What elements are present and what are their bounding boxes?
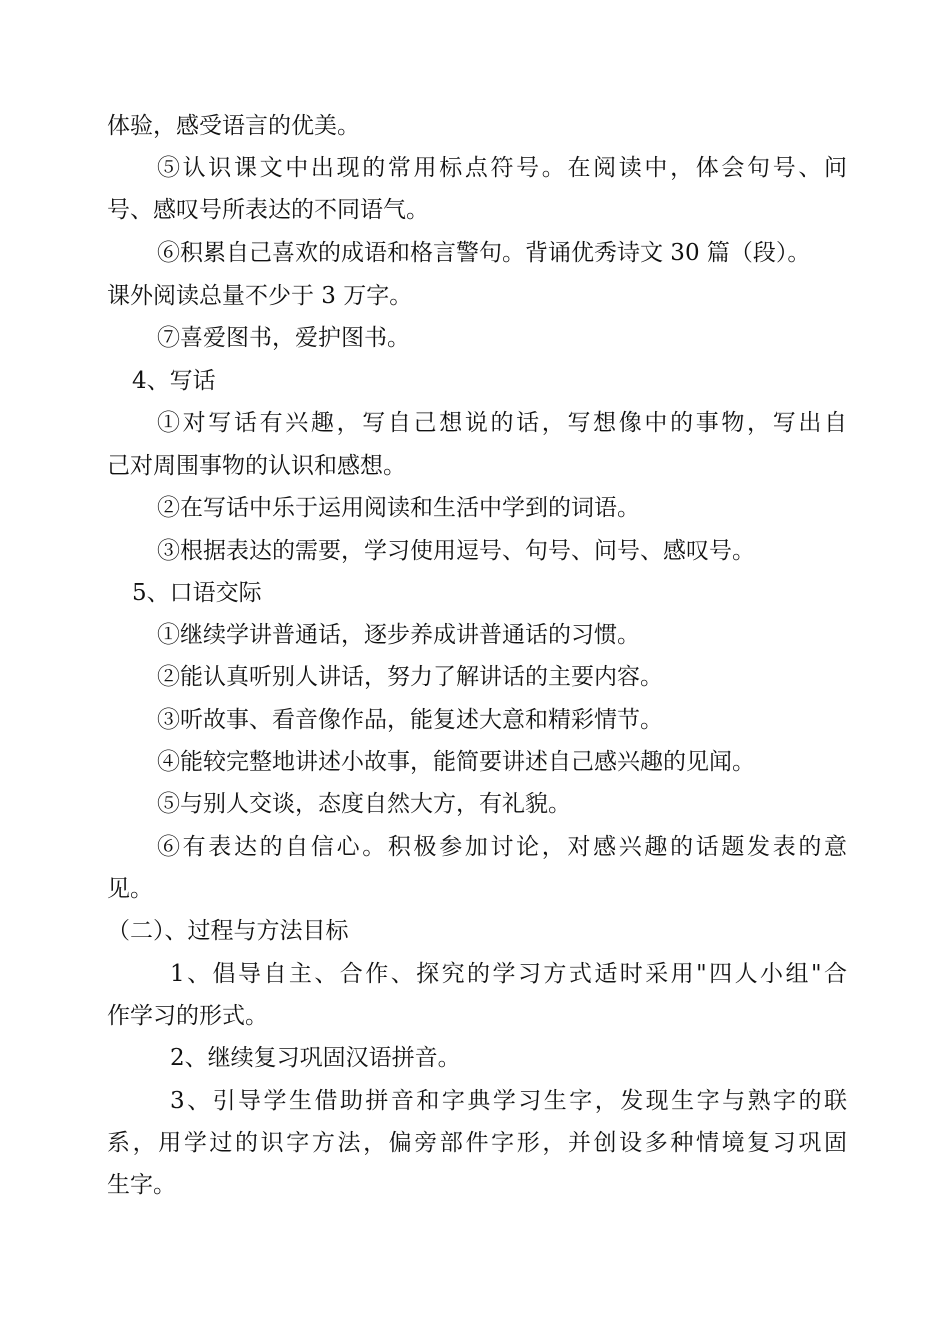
text-line: 3、引导学生借助拼音和字典学习生字，发现生字与熟字的联 [170, 1088, 847, 1114]
text-line: 1、倡导自主、合作、探究的学习方式适时采用"四人小组"合 [170, 961, 847, 987]
text-line: ⑤认识课文中出现的常用标点符号。在阅读中，体会句号、问 [157, 155, 847, 181]
text-line: ⑤与别人交谈，态度自然大方，有礼貌。 [157, 791, 571, 817]
text-line: 号、感叹号所表达的不同语气。 [107, 197, 429, 223]
text-line: ⑥积累自己喜欢的成语和格言警句。背诵优秀诗文 30 篇（段）。 [157, 240, 811, 266]
text-line: 生字。 [107, 1172, 176, 1198]
text-line: 2、继续复习巩固汉语拼音。 [170, 1045, 461, 1071]
text-line: ⑥有表达的自信心。积极参加讨论，对感兴趣的话题发表的意 [157, 834, 847, 860]
text-line: ①继续学讲普通话，逐步养成讲普通话的习惯。 [157, 622, 640, 648]
text-line: ①对写话有兴趣，写自己想说的话，写想像中的事物，写出自 [157, 410, 847, 436]
text-line: 见。 [107, 876, 153, 902]
text-line: 体验，感受语言的优美。 [107, 113, 360, 139]
text-line: 课外阅读总量不少于 3 万字。 [107, 283, 413, 309]
section-heading: 4、写话 [132, 368, 216, 394]
text-line: 系，用学过的识字方法，偏旁部件字形，并创设多种情境复习巩固 [107, 1130, 847, 1156]
text-line: 己对周围事物的认识和感想。 [107, 453, 406, 479]
text-line: ②在写话中乐于运用阅读和生活中学到的词语。 [157, 495, 640, 521]
text-line: ④能较完整地讲述小故事，能简要讲述自己感兴趣的见闻。 [157, 749, 755, 775]
text-line: ②能认真听别人讲话，努力了解讲话的主要内容。 [157, 664, 663, 690]
text-line: ⑦喜爱图书，爱护图书。 [157, 325, 410, 351]
text-line: 作学习的形式。 [107, 1003, 268, 1029]
section-heading: 5、口语交际 [132, 580, 262, 606]
text-line: ③根据表达的需要，学习使用逗号、句号、问号、感叹号。 [157, 538, 755, 564]
text-line: ③听故事、看音像作品，能复述大意和精彩情节。 [157, 707, 663, 733]
section-heading: （二）、过程与方法目标 [107, 918, 349, 944]
